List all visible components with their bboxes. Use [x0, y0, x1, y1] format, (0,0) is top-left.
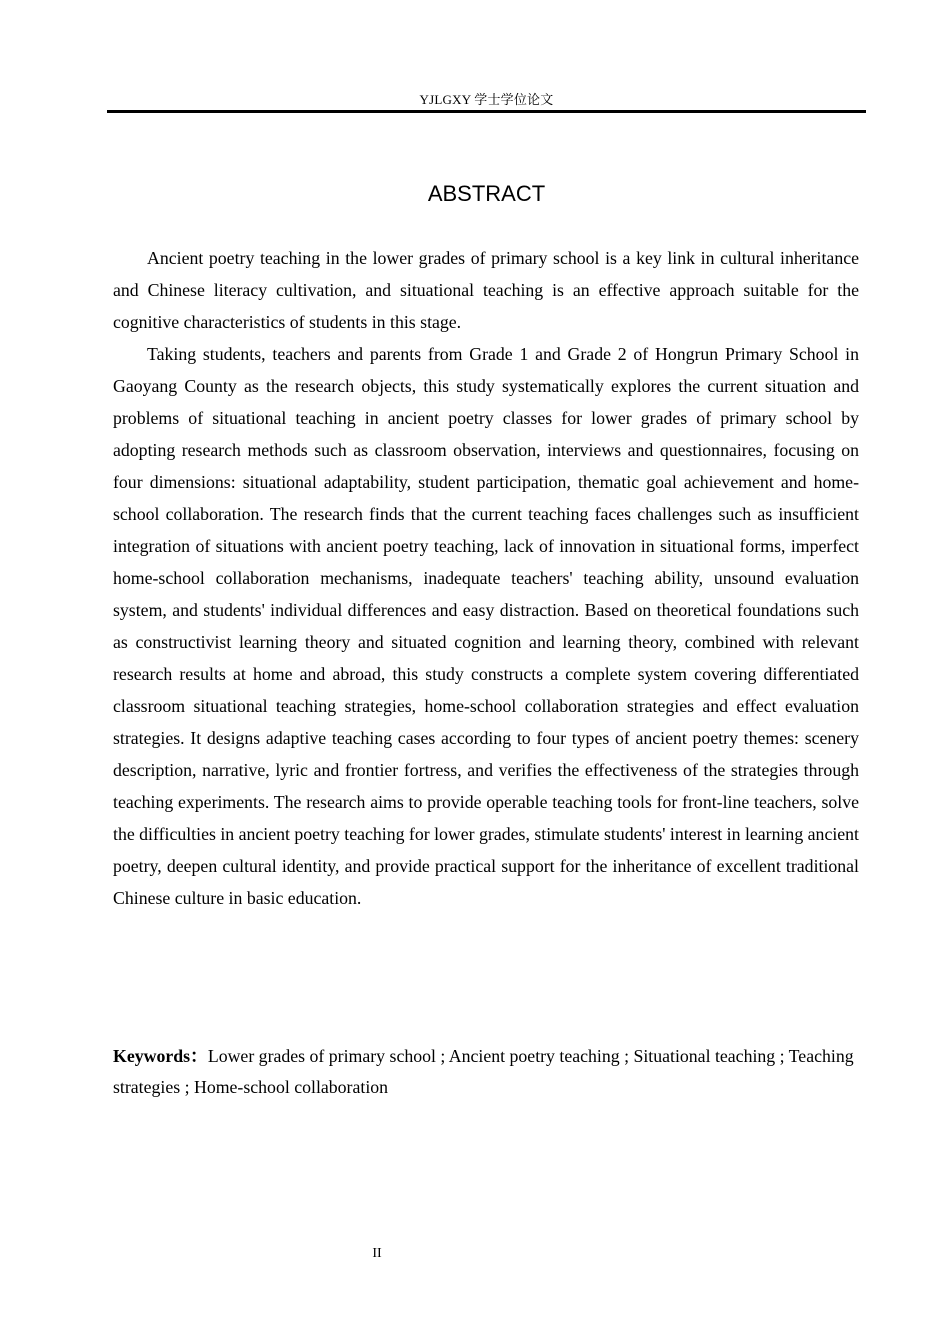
abstract-paragraph: Taking students, teachers and parents from Grade 1 and Grade 2 of Hongrun Primary School in Gaoyang County as the research objects, this study systematically explores the current situation and problems of situational teaching in ancient poetry classes for lower grades of primary school by adopting research methods such as classroom observation, interviews and questionnaires, focusing on four dimensions: situational adaptability, student participation, thematic goal achievement and home-school collaboration. The research finds that the current teaching faces challenges such as insufficient integration of situations with ancient poetry teaching, lack of innovation in situational forms, imperfect home-school collaboration mechanisms, inadequate teachers' teaching ability, unsound evaluation system, and students' individual differences and easy distraction. Based on theoretical foundations such as constructivist learning theory and situated cognition and learning theory, combined with relevant research results at home and abroad, this study constructs a complete system covering differentiated classroom situational teaching strategies, home-school collaboration strategies and effect evaluation strategies. It designs adaptive teaching cases according to four types of ancient poetry themes: scenery description, narrative, lyric and frontier fortress, and verifies the effectiveness of the strategies through teaching experiments. The research aims to provide operable teaching tools for front-line teachers, solve the difficulties in ancient poetry teaching for lower grades, stimulate students' interest in learning ancient poetry, deepen cultural identity, and provide practical support for the inheritance of excellent traditional Chinese culture in basic education.	[113, 344, 859, 908]
keywords	[113, 1041, 859, 1103]
abstract-title: ABSTRACT	[427, 181, 546, 206]
keywords-label: Keywords：	[113, 1046, 208, 1066]
header-title: YJLGXY 学士学位论文	[419, 92, 554, 107]
abstract-paragraph: Ancient poetry teaching in the lower grades of primary school is a key link in cultural inheritance and Chinese literacy cultivation, and situational teaching is an effective approach suitable for the cognitive characteristics of students in this stage.	[113, 248, 859, 332]
header-divider	[107, 110, 866, 113]
page-number: II	[372, 1246, 382, 1261]
abstract-body	[113, 242, 859, 914]
page-header	[107, 90, 866, 114]
keywords-text: Lower grades of primary school ; Ancient poetry teaching ; Situational teaching ; Teaching strategies ; Home-school collaboration	[113, 1046, 854, 1097]
